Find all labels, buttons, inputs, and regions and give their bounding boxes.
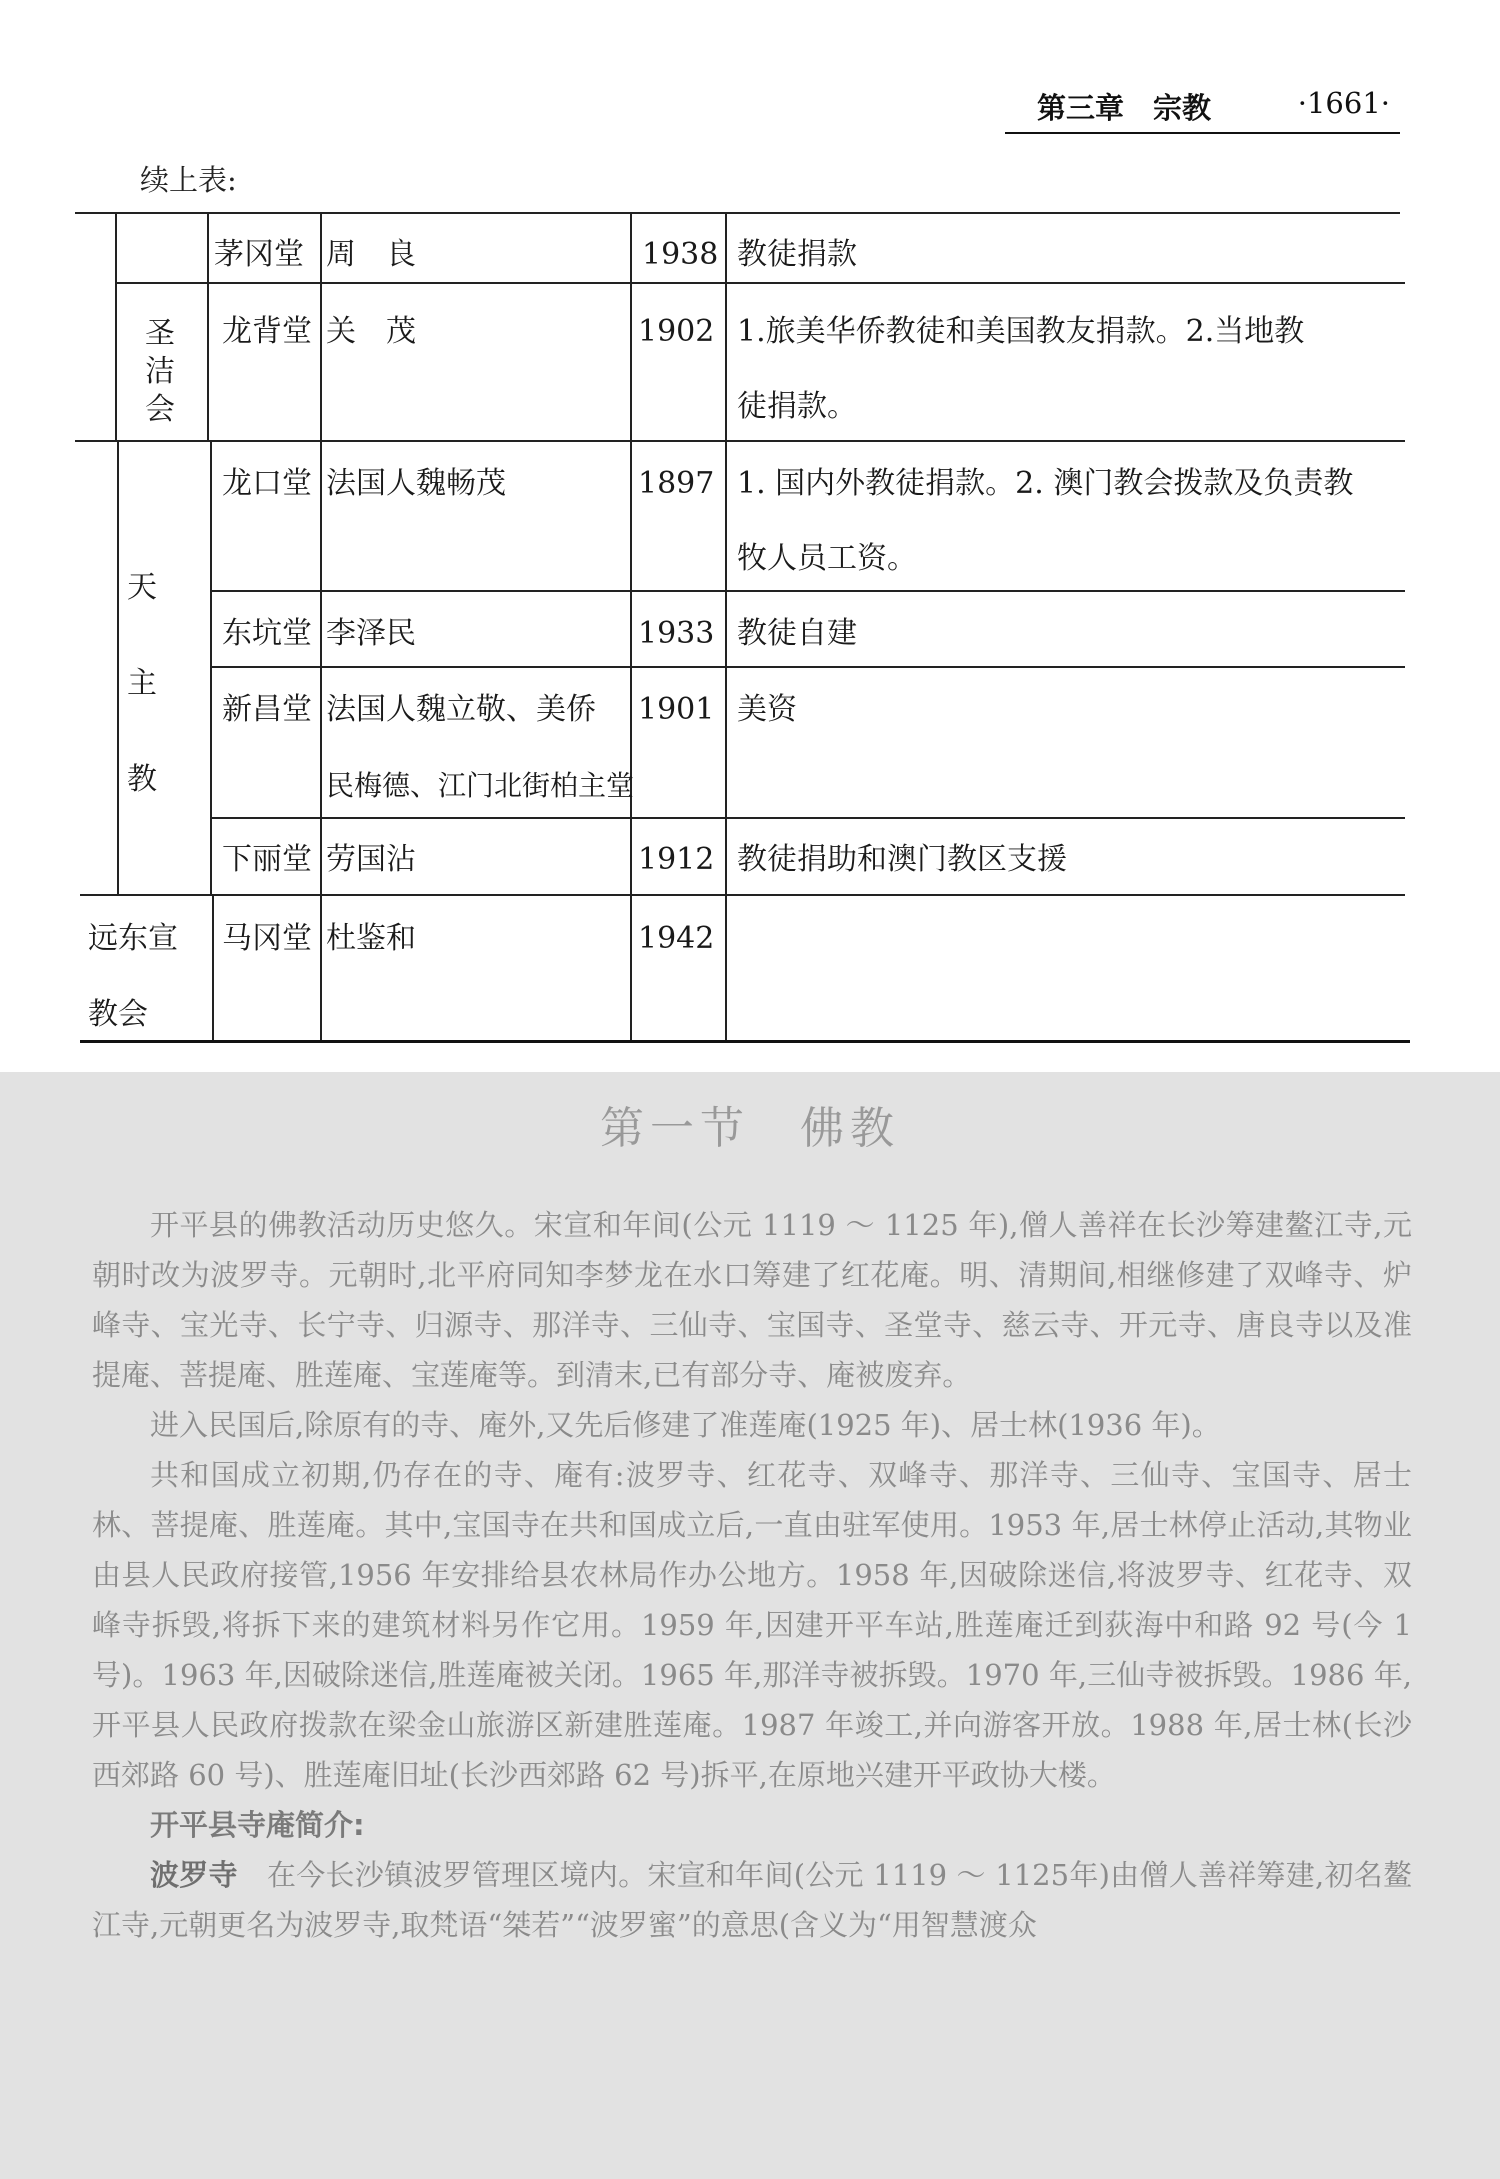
entry-text: 在今长沙镇波罗管理区境内。宋宣和年间(公元 1119 ～ 1125年)由僧人善祥筹建,初名鳌江寺,元朝更名为波罗寺,取梵语“桀若”“波罗蜜”的意思(含义为“用智慧渡众	[92, 1858, 1412, 1942]
table-bottom-rule	[80, 1040, 1410, 1043]
year: 1942	[638, 921, 715, 956]
church-name: 龙背堂	[222, 314, 312, 349]
year: 1933	[638, 616, 715, 651]
table-rule	[212, 894, 214, 1040]
entry-paragraph	[92, 1850, 1412, 1950]
church-table	[0, 0, 1500, 1060]
year: 1912	[638, 842, 715, 877]
funding-source: 教徒自建	[737, 616, 857, 651]
church-name: 新昌堂	[222, 692, 312, 727]
founder: 法国人魏畅茂	[326, 466, 506, 501]
entry-term: 波罗寺	[150, 1858, 238, 1892]
paragraph: 共和国成立初期,仍存在的寺、庵有:波罗寺、红花寺、双峰寺、那洋寺、三仙寺、宝国寺、居士林、菩提庵、胜莲庵。其中,宝国寺在共和国成立后,一直由驻军使用。1953 年,居士林停止活动,其物业由县人民政府接管,1956 年安排给县农林局作办公地方。1958 年,因破除迷信,将波罗寺、红花寺、双峰寺拆毁,将拆下来的建筑材料另作它用。1959 年,因建开平车站,胜莲庵迁到荻海中和路 92 号(今 1 号)。1963 年,因破除迷信,胜莲庵被关闭。1965 年,那洋寺被拆毁。1970 年,三仙寺被拆毁。1986 年,开平县人民政府拨款在梁金山旅游区新建胜莲庵。1987 年竣工,并向游客开放。1988 年,居士林(长沙西郊路 60 号)、胜莲庵旧址(长沙西郊路 62 号)拆平,在原地兴建开平政协大楼。	[92, 1458, 1412, 1792]
funding-source: 美资	[737, 692, 797, 727]
funding-source: 教徒捐款	[737, 237, 857, 272]
year: 1901	[638, 692, 715, 727]
funding-source: 牧人员工资。	[737, 541, 917, 576]
table-rule	[725, 212, 727, 1040]
group-char: 主	[127, 666, 157, 701]
funding-source: 1.旅美华侨教徒和美国教友捐款。2.当地教	[737, 314, 1305, 349]
church-name: 下丽堂	[222, 842, 312, 877]
group-label-shengjie	[140, 315, 180, 429]
table-rule	[75, 212, 1400, 214]
church-name: 东坑堂	[222, 616, 312, 651]
funding-source: 教徒捐助和澳门教区支援	[737, 842, 1067, 877]
page-number: ·1661·	[1297, 86, 1390, 120]
founder: 李泽民	[326, 616, 416, 651]
year: 1897	[638, 466, 715, 501]
group-char: 圣	[145, 316, 175, 351]
founder: 杜鉴和	[326, 921, 416, 956]
subheading: 开平县寺庵简介:	[150, 1808, 365, 1842]
funding-source: 徒捐款。	[737, 389, 857, 424]
year: 1902	[638, 314, 715, 349]
table-rule	[630, 212, 632, 1040]
church-name: 茅冈堂	[214, 237, 304, 272]
group-label-yuandong: 教会	[88, 997, 148, 1032]
church-name: 马冈堂	[222, 921, 312, 956]
group-label-tianzhu	[122, 540, 162, 828]
church-name: 龙口堂	[222, 466, 312, 501]
funding-source: 1. 国内外教徒捐款。2. 澳门教会拨款及负责教	[737, 466, 1354, 501]
paragraph: 开平县的佛教活动历史悠久。宋宣和年间(公元 1119 ～ 1125 年),僧人善祥在长沙筹建鳌江寺,元朝时改为波罗寺。元朝时,北平府同知李梦龙在水口筹建了红花庵。明、清期间,相继修建了双峰寺、炉峰寺、宝光寺、长宁寺、归源寺、那洋寺、三仙寺、宝国寺、圣堂寺、慈云寺、开元寺、唐良寺以及准提庵、菩提庵、胜莲庵、宝莲庵等。到清末,已有部分寺、庵被废弃。	[92, 1208, 1412, 1392]
paragraph: 进入民国后,除原有的寺、庵外,又先后修建了准莲庵(1925 年)、居士林(1936 年)。	[150, 1408, 1221, 1442]
table-rule	[207, 212, 209, 440]
section-title: 第一节 佛教	[600, 1103, 900, 1154]
table-rule	[115, 212, 117, 440]
group-char: 会	[145, 392, 175, 427]
continued-label: 续上表:	[140, 163, 237, 197]
founder: 法国人魏立敬、美侨	[326, 692, 596, 727]
group-char: 洁	[145, 354, 175, 389]
founder: 劳国沾	[326, 842, 416, 877]
group-char: 天	[127, 570, 157, 605]
year: 1938	[642, 237, 719, 272]
group-char: 教	[127, 762, 157, 797]
table-rule	[117, 440, 119, 894]
founder: 周 良	[326, 237, 416, 272]
section-body	[92, 1200, 1412, 1950]
founder: 民梅德、江门北街柏主堂	[326, 769, 635, 802]
founder: 关 茂	[326, 314, 416, 349]
group-label-yuandong: 远东宣	[88, 921, 178, 956]
table-rule	[320, 212, 322, 1040]
table-rule	[210, 440, 212, 894]
chapter-title: 第三章 宗教	[1037, 91, 1212, 125]
